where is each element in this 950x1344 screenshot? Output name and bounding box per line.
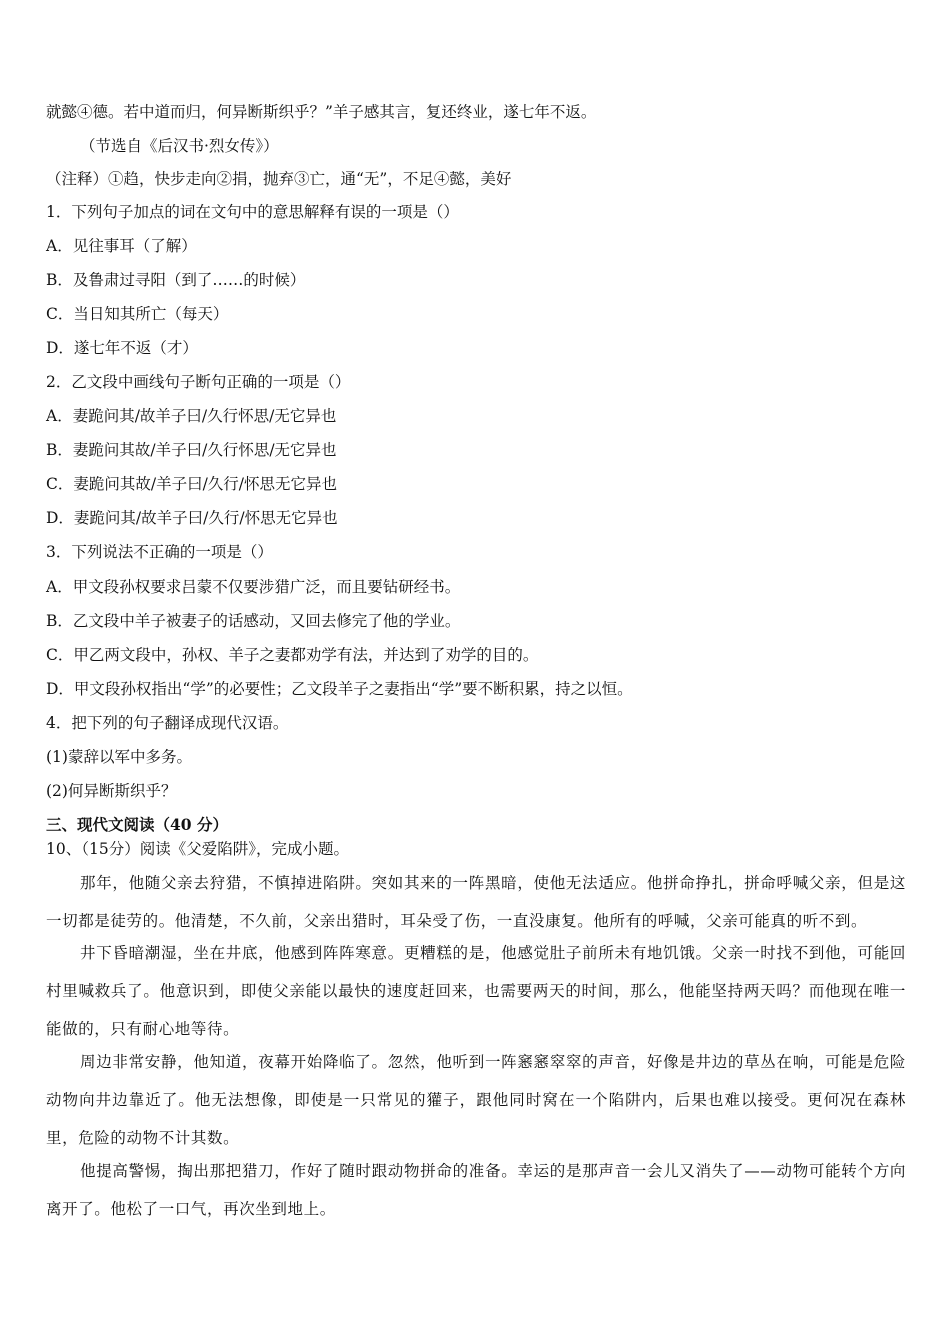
- reading-paragraph: 他提高警惕，掏出那把猎刀，作好了随时跟动物拼命的准备。幸运的是那声音一会儿又消失了——动物可能转个方向离开了。他松了一口气，再次坐到地上。: [46, 1162, 906, 1218]
- q3-option-d: D．甲文段孙权指出“学”的必要性；乙文段羊子之妻指出“学”要不断积累，持之以恒。: [46, 680, 633, 698]
- q2-option-b: B．妻跪问其故/羊子曰/久行怀思/无它异也: [46, 441, 337, 459]
- annotation-note: （注释）①趋，快步走向②捐，抛弃③亡，通“无”，不足④懿，美好: [46, 170, 512, 188]
- q1-option-a: A．见往事耳（了解）: [46, 237, 197, 255]
- q4-item-1: (1)蒙辞以军中多务。: [46, 748, 192, 766]
- reading-paragraph: 那年，他随父亲去狩猎，不慎掉进陷阱。突如其来的一阵黑暗，使他无法适应。他拼命挣扎，拼命呼喊父亲，但是这一切都是徒劳的。他清楚，不久前，父亲出猎时，耳朵受了伤，一直没康复。他所有的呼喊，父亲可能真的听不到。: [46, 874, 906, 930]
- question-1: 1．下列句子加点的词在文句中的意思解释有误的一项是（）: [46, 203, 459, 221]
- passage-ending-line: 就懿④德。若中道而归，何异断斯织乎？”羊子感其言，复还终业，遂七年不返。: [46, 103, 597, 121]
- q3-option-c: C．甲乙两文段中，孙权、羊子之妻都劝学有法，并达到了劝学的目的。: [46, 646, 539, 664]
- question-2: 2．乙文段中画线句子断句正确的一项是（）: [46, 373, 351, 391]
- section-heading: 三、现代文阅读（40 分）: [46, 815, 228, 834]
- q3-option-a: A．甲文段孙权要求吕蒙不仅要涉猎广泛，而且要钻研经书。: [46, 578, 461, 596]
- q1-option-d: D．遂七年不返（才）: [46, 339, 198, 357]
- q2-option-c: C．妻跪问其故/羊子曰/久行/怀思无它异也: [46, 475, 338, 493]
- source-citation: （节选自《后汉书·烈女传》）: [80, 137, 279, 155]
- q3-option-b: B．乙文段中羊子被妻子的话感动，又回去修完了他的学业。: [46, 612, 461, 630]
- question-4: 4．把下列的句子翻译成现代汉语。: [46, 714, 289, 732]
- q1-option-b: B．及鲁肃过寻阳（到了……的时候）: [46, 271, 306, 289]
- q1-option-c: C．当日知其所亡（每天）: [46, 305, 229, 323]
- q2-option-a: A．妻跪问其/故羊子曰/久行怀思/无它异也: [46, 407, 337, 425]
- question-10: 10、（15分）阅读《父爱陷阱》，完成小题。: [46, 840, 349, 858]
- reading-paragraph: 井下昏暗潮湿，坐在井底，他感到阵阵寒意。更糟糕的是，他感觉肚子前所未有地饥饿。父亲一时找不到他，可能回村里喊救兵了。他意识到，即使父亲能以最快的速度赶回来，也需要两天的时间，那么，他能坚持两天吗？而他现在唯一能做的，只有耐心地等待。: [46, 944, 906, 1038]
- reading-paragraph: 周边非常安静，他知道，夜幕开始降临了。忽然，他听到一阵窸窸窣窣的声音，好像是井边的草丛在响，可能是危险动物向井边靠近了。他无法想像，即使是一只常见的獾子，跟他同时窝在一个陷阱内，后果也难以接受。更何况在森林里，危险的动物不计其数。: [46, 1053, 906, 1147]
- q2-option-d: D．妻跪问其/故羊子曰/久行/怀思无它异也: [46, 509, 338, 527]
- question-3: 3．下列说法不正确的一项是（）: [46, 543, 273, 561]
- q4-item-2: (2)何异断斯织乎？: [46, 782, 177, 800]
